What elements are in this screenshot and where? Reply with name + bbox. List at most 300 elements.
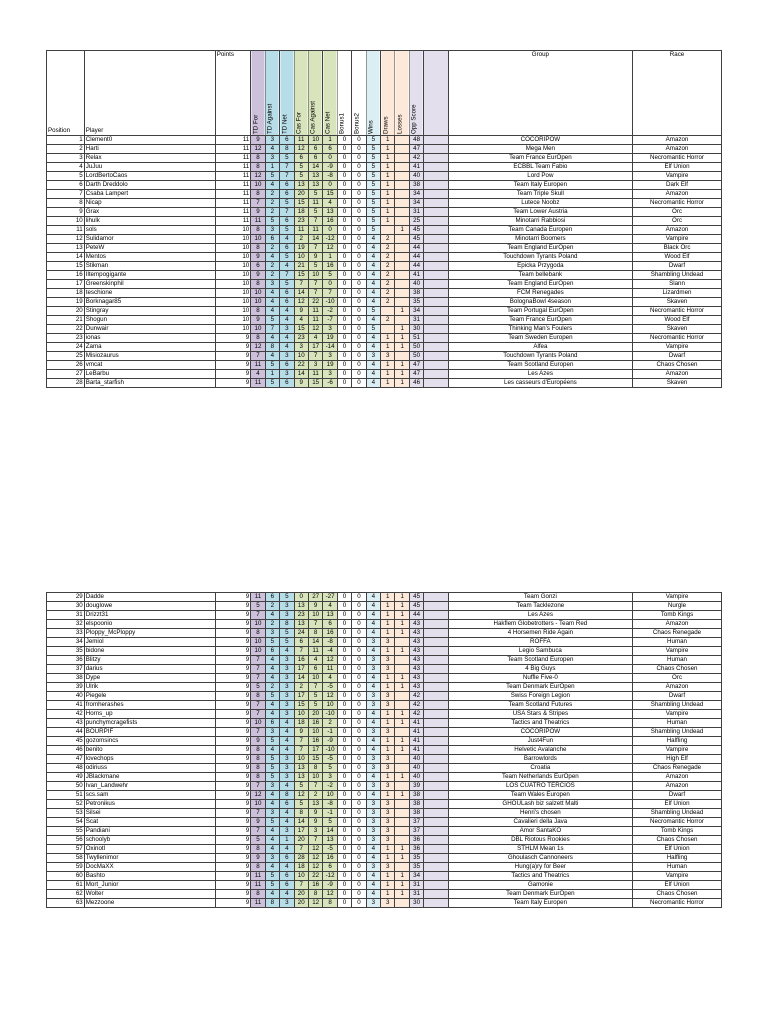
cell-td-net: 3 (280, 611, 294, 620)
cell-race: Elf Union (633, 845, 722, 854)
table-row (47, 226, 722, 235)
cell-wins: 4 (366, 773, 380, 782)
cell-cas-for: 10 (294, 253, 308, 262)
cell-position: 40 (47, 692, 85, 701)
cell-losses: 1 (395, 379, 409, 388)
cell-td-against: 3 (265, 854, 279, 863)
header-row (47, 51, 722, 136)
cell-draws: 2 (381, 298, 395, 307)
cell-cas-against: 11 (308, 370, 322, 379)
cell-spacer (424, 863, 448, 872)
cell-cas-net: -9 (323, 737, 337, 746)
cell-points: 9 (215, 719, 251, 728)
table-row (47, 710, 722, 719)
cell-cas-for: 17 (294, 665, 308, 674)
cell-bonus1: 0 (337, 854, 351, 863)
cell-position: 1 (47, 136, 85, 145)
cell-player: Piegele (84, 692, 215, 701)
cell-points: 9 (215, 352, 251, 361)
table-row (47, 289, 722, 298)
cell-losses (395, 172, 409, 181)
table-row (47, 746, 722, 755)
cell-td-net: 7 (280, 271, 294, 280)
cell-td-net: 8 (280, 620, 294, 629)
cell-draws: 1 (381, 593, 395, 602)
cell-position: 28 (47, 379, 85, 388)
cell-points: 9 (215, 827, 251, 836)
cell-wins: 4 (366, 881, 380, 890)
cell-td-for: 7 (251, 611, 265, 620)
cell-cas-for: 24 (294, 629, 308, 638)
cell-draws: 1 (381, 154, 395, 163)
cell-td-for: 8 (251, 746, 265, 755)
cell-wins: 3 (366, 701, 380, 710)
cell-position: 53 (47, 809, 85, 818)
cell-position: 34 (47, 638, 85, 647)
cell-losses (395, 818, 409, 827)
cell-opp-score: 43 (409, 647, 423, 656)
cell-group: Ghoulasch Cannoneers (448, 854, 632, 863)
table-row (47, 611, 722, 620)
cell-spacer (424, 602, 448, 611)
cell-wins: 4 (366, 854, 380, 863)
cell-player: Wolter (84, 890, 215, 899)
cell-race: Human (633, 719, 722, 728)
cell-bonus2: 0 (352, 818, 366, 827)
cell-draws: 1 (381, 190, 395, 199)
cell-bonus1: 0 (337, 890, 351, 899)
cell-td-for: 8 (251, 773, 265, 782)
cell-losses: 1 (395, 370, 409, 379)
cell-spacer (424, 818, 448, 827)
cell-td-net: 6 (280, 881, 294, 890)
cell-cas-against: 10 (308, 773, 322, 782)
cell-draws (381, 307, 395, 316)
cell-bonus2: 0 (352, 854, 366, 863)
cell-td-against: 5 (265, 172, 279, 181)
table-row (47, 154, 722, 163)
cell-position: 38 (47, 674, 85, 683)
cell-points: 9 (215, 379, 251, 388)
cell-group: Team Scotland Europen (448, 656, 632, 665)
cell-race: Vampire (633, 172, 722, 181)
cell-opp-score: 44 (409, 262, 423, 271)
cell-draws: 1 (381, 647, 395, 656)
cell-points: 9 (215, 881, 251, 890)
cell-td-for: 12 (251, 343, 265, 352)
cell-losses: 1 (395, 325, 409, 334)
cell-draws: 1 (381, 881, 395, 890)
table-row (47, 379, 722, 388)
cell-player: darius (84, 665, 215, 674)
cell-cas-for: 7 (294, 280, 308, 289)
cell-spacer (424, 827, 448, 836)
table-row (47, 836, 722, 845)
cell-bonus2: 0 (352, 710, 366, 719)
cell-draws: 3 (381, 755, 395, 764)
cell-td-for: 9 (251, 253, 265, 262)
header-player: Player (84, 51, 215, 136)
cell-cas-for: 10 (294, 755, 308, 764)
cell-spacer (424, 370, 448, 379)
cell-race: High Elf (633, 755, 722, 764)
cell-cas-for: 4 (294, 316, 308, 325)
cell-bonus1: 0 (337, 611, 351, 620)
cell-player: Nicap (84, 199, 215, 208)
cell-points: 11 (215, 163, 251, 172)
table-row (47, 593, 722, 602)
cell-points: 10 (215, 325, 251, 334)
cell-points: 9 (215, 593, 251, 602)
cell-td-net: 4 (280, 818, 294, 827)
cell-position: 16 (47, 271, 85, 280)
cell-cas-against: 10 (308, 271, 322, 280)
cell-group: Thinking Man's Foulers (448, 325, 632, 334)
cell-td-for: 8 (251, 845, 265, 854)
cell-wins: 4 (366, 602, 380, 611)
cell-points: 11 (215, 172, 251, 181)
cell-cas-for: 14 (294, 674, 308, 683)
cell-td-net: 7 (280, 208, 294, 217)
cell-wins: 3 (366, 665, 380, 674)
cell-wins: 4 (366, 244, 380, 253)
cell-position: 63 (47, 899, 85, 908)
cell-td-against: 5 (265, 773, 279, 782)
cell-cas-against: 9 (308, 253, 322, 262)
cell-position: 24 (47, 343, 85, 352)
cell-td-for: 9 (251, 737, 265, 746)
cell-points: 9 (215, 683, 251, 692)
cell-opp-score: 36 (409, 845, 423, 854)
table-row (47, 737, 722, 746)
cell-bonus2: 0 (352, 298, 366, 307)
cell-cas-for: 12 (294, 145, 308, 154)
cell-losses (395, 316, 409, 325)
cell-cas-net: 4 (323, 199, 337, 208)
cell-position: 18 (47, 289, 85, 298)
cell-position: 45 (47, 737, 85, 746)
table-row (47, 253, 722, 262)
cell-td-against: 2 (265, 602, 279, 611)
cell-td-for: 8 (251, 692, 265, 701)
cell-group: Tactics and Theatrics (448, 719, 632, 728)
cell-group: Team England EurOpen (448, 244, 632, 253)
cell-bonus1: 0 (337, 881, 351, 890)
cell-td-for: 4 (251, 370, 265, 379)
cell-bonus2: 0 (352, 172, 366, 181)
cell-cas-against: 10 (308, 136, 322, 145)
table-row (47, 307, 722, 316)
cell-group: FCM Renegades (448, 289, 632, 298)
cell-opp-score: 43 (409, 683, 423, 692)
cell-td-net: 5 (280, 638, 294, 647)
cell-race: Necromantic Horror (633, 334, 722, 343)
cell-td-net: 6 (280, 217, 294, 226)
header-td-for: TD For (251, 51, 265, 136)
cell-opp-score: 41 (409, 719, 423, 728)
cell-cas-against: 5 (308, 262, 322, 271)
cell-cas-net: 12 (323, 890, 337, 899)
cell-draws: 2 (381, 289, 395, 298)
cell-spacer (424, 343, 448, 352)
cell-td-net: 5 (280, 199, 294, 208)
table-row (47, 343, 722, 352)
cell-bonus2: 0 (352, 593, 366, 602)
cell-td-net: 4 (280, 863, 294, 872)
cell-opp-score: 44 (409, 253, 423, 262)
cell-cas-against: 20 (308, 710, 322, 719)
cell-position: 47 (47, 755, 85, 764)
cell-opp-score: 45 (409, 593, 423, 602)
cell-cas-against: 7 (308, 620, 322, 629)
cell-losses (395, 154, 409, 163)
cell-losses (395, 692, 409, 701)
cell-td-for: 5 (251, 836, 265, 845)
cell-losses (395, 755, 409, 764)
cell-draws: 3 (381, 836, 395, 845)
cell-opp-score: 42 (409, 710, 423, 719)
cell-bonus1: 0 (337, 809, 351, 818)
cell-td-net: 3 (280, 656, 294, 665)
cell-td-for: 7 (251, 809, 265, 818)
cell-td-for: 5 (251, 602, 265, 611)
cell-losses (395, 764, 409, 773)
table-row (47, 602, 722, 611)
cell-position: 22 (47, 325, 85, 334)
cell-race: Amazon (633, 226, 722, 235)
table-row (47, 899, 722, 908)
cell-bonus1: 0 (337, 235, 351, 244)
cell-group: Team Triple Skull (448, 190, 632, 199)
cell-losses (395, 190, 409, 199)
cell-spacer (424, 899, 448, 908)
cell-cas-net: -5 (323, 755, 337, 764)
cell-cas-for: 7 (294, 746, 308, 755)
cell-opp-score: 35 (409, 854, 423, 863)
cell-points: 9 (215, 764, 251, 773)
cell-bonus1: 0 (337, 746, 351, 755)
cell-td-against: 7 (265, 325, 279, 334)
cell-td-net: 8 (280, 145, 294, 154)
cell-group: Lord Pow (448, 172, 632, 181)
cell-draws: 1 (381, 361, 395, 370)
cell-bonus1: 0 (337, 352, 351, 361)
cell-cas-against: 16 (308, 881, 322, 890)
cell-wins: 3 (366, 818, 380, 827)
cell-cas-for: 9 (294, 307, 308, 316)
cell-points: 10 (215, 235, 251, 244)
cell-td-net: 3 (280, 710, 294, 719)
cell-bonus2: 0 (352, 620, 366, 629)
cell-cas-for: 20 (294, 836, 308, 845)
cell-cas-net: -10 (323, 298, 337, 307)
cell-draws: 1 (381, 620, 395, 629)
standings-table-2 (46, 592, 722, 908)
cell-player: bidone (84, 647, 215, 656)
table-row (47, 370, 722, 379)
cell-td-net: 1 (280, 836, 294, 845)
cell-draws: 1 (381, 172, 395, 181)
cell-race: Amazon (633, 370, 722, 379)
cell-cas-net: 16 (323, 629, 337, 638)
cell-race: Halfling (633, 737, 722, 746)
cell-bonus2: 0 (352, 647, 366, 656)
cell-td-for: 9 (251, 854, 265, 863)
cell-points: 9 (215, 665, 251, 674)
cell-bonus1: 0 (337, 593, 351, 602)
cell-race: Amazon (633, 190, 722, 199)
cell-cas-net: 0 (323, 154, 337, 163)
table-row (47, 244, 722, 253)
cell-bonus1: 0 (337, 361, 351, 370)
cell-td-against: 6 (265, 719, 279, 728)
cell-wins: 3 (366, 827, 380, 836)
cell-opp-score: 37 (409, 827, 423, 836)
cell-wins: 4 (366, 647, 380, 656)
cell-cas-net: 12 (323, 656, 337, 665)
cell-cas-for: 13 (294, 181, 308, 190)
cell-wins: 4 (366, 271, 380, 280)
table-row (47, 890, 722, 899)
cell-bonus1: 0 (337, 665, 351, 674)
cell-race: Vampire (633, 746, 722, 755)
cell-bonus2: 0 (352, 629, 366, 638)
cell-position: 35 (47, 647, 85, 656)
cell-race: Orc (633, 217, 722, 226)
cell-cas-net: 5 (323, 818, 337, 827)
cell-td-net: 4 (280, 262, 294, 271)
cell-points: 10 (215, 262, 251, 271)
cell-cas-against: 7 (308, 244, 322, 253)
cell-cas-net: 10 (323, 791, 337, 800)
cell-opp-score: 30 (409, 325, 423, 334)
cell-draws (381, 325, 395, 334)
cell-losses: 1 (395, 611, 409, 620)
cell-losses: 1 (395, 890, 409, 899)
cell-race: Amazon (633, 782, 722, 791)
cell-td-against: 4 (265, 890, 279, 899)
cell-bonus1: 0 (337, 620, 351, 629)
cell-bonus2: 0 (352, 316, 366, 325)
cell-wins: 4 (366, 343, 380, 352)
cell-player: Zama (84, 343, 215, 352)
cell-spacer (424, 136, 448, 145)
cell-wins: 4 (366, 746, 380, 755)
table-row (47, 181, 722, 190)
cell-wins: 4 (366, 262, 380, 271)
cell-td-against: 4 (265, 289, 279, 298)
cell-td-for: 9 (251, 818, 265, 827)
header-losses: Losses (395, 51, 409, 136)
cell-spacer (424, 244, 448, 253)
cell-opp-score: 38 (409, 289, 423, 298)
cell-wins: 3 (366, 656, 380, 665)
cell-td-net: 6 (280, 379, 294, 388)
cell-position: 21 (47, 316, 85, 325)
cell-losses: 1 (395, 845, 409, 854)
cell-cas-for: 10 (294, 352, 308, 361)
cell-draws: 1 (381, 163, 395, 172)
cell-bonus2: 0 (352, 656, 366, 665)
cell-losses (395, 217, 409, 226)
cell-td-against: 3 (265, 809, 279, 818)
cell-race: Necromantic Horror (633, 818, 722, 827)
cell-player: Stikman (84, 262, 215, 271)
cell-td-net: 4 (280, 737, 294, 746)
cell-spacer (424, 791, 448, 800)
cell-bonus1: 0 (337, 755, 351, 764)
cell-points: 9 (215, 791, 251, 800)
cell-position: 55 (47, 827, 85, 836)
cell-cas-net: 16 (323, 854, 337, 863)
cell-player: Silsei (84, 809, 215, 818)
cell-td-net: 3 (280, 773, 294, 782)
cell-bonus1: 0 (337, 262, 351, 271)
cell-bonus2: 0 (352, 845, 366, 854)
cell-player: Misiozaurus (84, 352, 215, 361)
cell-bonus2: 0 (352, 665, 366, 674)
cell-bonus1: 0 (337, 217, 351, 226)
cell-cas-for: 5 (294, 782, 308, 791)
cell-td-net: 4 (280, 719, 294, 728)
cell-bonus2: 0 (352, 370, 366, 379)
cell-race: Necromantic Horror (633, 199, 722, 208)
cell-race: Skaven (633, 325, 722, 334)
cell-group: Team Canada Europen (448, 226, 632, 235)
cell-draws: 1 (381, 890, 395, 899)
cell-bonus1: 0 (337, 181, 351, 190)
cell-draws: 3 (381, 728, 395, 737)
cell-points: 9 (215, 647, 251, 656)
table-row (47, 190, 722, 199)
cell-group: Team Lower Austria (448, 208, 632, 217)
cell-opp-score: 42 (409, 701, 423, 710)
cell-losses (395, 280, 409, 289)
cell-cas-for: 23 (294, 611, 308, 620)
cell-cas-against: 12 (308, 854, 322, 863)
cell-cas-against: 5 (308, 190, 322, 199)
cell-cas-net: 3 (323, 370, 337, 379)
cell-bonus2: 0 (352, 800, 366, 809)
cell-draws: 2 (381, 262, 395, 271)
cell-spacer (424, 692, 448, 701)
cell-wins: 5 (366, 217, 380, 226)
cell-td-for: 7 (251, 827, 265, 836)
cell-wins: 4 (366, 629, 380, 638)
cell-draws: 1 (381, 343, 395, 352)
cell-player: Drizzt31 (84, 611, 215, 620)
cell-bonus1: 0 (337, 298, 351, 307)
cell-position: 6 (47, 181, 85, 190)
cell-td-against: 2 (265, 683, 279, 692)
cell-losses: 1 (395, 629, 409, 638)
cell-td-net: 4 (280, 316, 294, 325)
cell-spacer (424, 836, 448, 845)
cell-draws (381, 226, 395, 235)
cell-bonus1: 0 (337, 253, 351, 262)
cell-draws: 1 (381, 719, 395, 728)
cell-bonus1: 0 (337, 647, 351, 656)
cell-losses (395, 665, 409, 674)
cell-opp-score: 42 (409, 692, 423, 701)
cell-bonus1: 0 (337, 629, 351, 638)
cell-cas-net: 5 (323, 764, 337, 773)
cell-td-for: 7 (251, 710, 265, 719)
cell-bonus1: 0 (337, 145, 351, 154)
cell-group: Team Sweden Europen (448, 334, 632, 343)
cell-draws: 3 (381, 656, 395, 665)
cell-losses (395, 199, 409, 208)
